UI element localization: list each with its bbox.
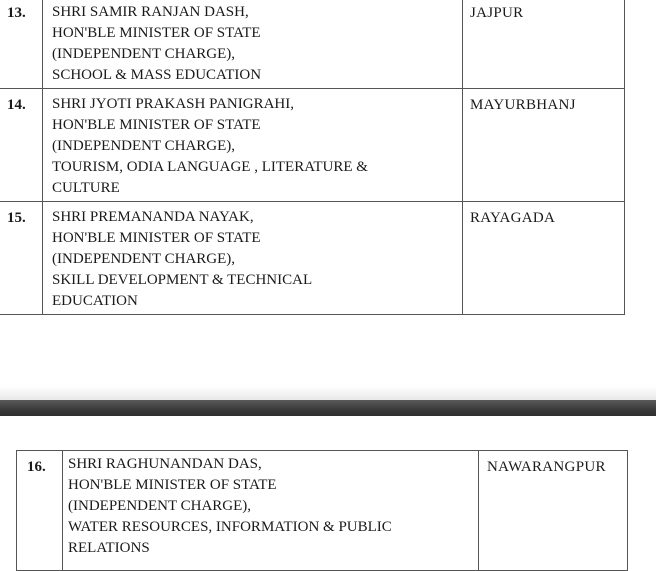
minister-details (43, 89, 463, 202)
district: JAJPUR (463, 0, 625, 89)
minister-portfolio-cont: CULTURE (52, 180, 120, 196)
minister-charge: (INDEPENDENT CHARGE), (52, 46, 236, 62)
minister-portfolio-cont: EDUCATION (52, 293, 138, 309)
minister-title: HON'BLE MINISTER OF STATE (52, 25, 261, 41)
table-row (0, 0, 625, 89)
minister-portfolio: TOURISM, ODIA LANGUAGE , LITERATURE & (52, 159, 368, 175)
table-row (0, 202, 625, 315)
serial-number: 16. (17, 451, 63, 571)
district: RAYAGADA (463, 202, 625, 315)
minister-portfolio-cont: RELATIONS (68, 540, 150, 556)
district: MAYURBHANJ (463, 89, 625, 202)
minister-charge: (INDEPENDENT CHARGE), (52, 138, 236, 154)
minister-details (43, 202, 463, 315)
table-row (0, 89, 625, 202)
minister-title: HON'BLE MINISTER OF STATE (68, 477, 277, 493)
minister-portfolio: SCHOOL & MASS EDUCATION (52, 67, 262, 83)
minister-portfolio: SKILL DEVELOPMENT & TECHNICAL (52, 272, 313, 288)
district: NAWARANGPUR (479, 451, 628, 571)
minister-title: HON'BLE MINISTER OF STATE (52, 230, 261, 246)
serial-number: 14. (0, 89, 43, 202)
minister-portfolio: WATER RESOURCES, INFORMATION & PUBLIC (68, 519, 392, 535)
minister-charge: (INDEPENDENT CHARGE), (52, 251, 236, 267)
minister-charge: (INDEPENDENT CHARGE), (68, 498, 252, 514)
minister-details (43, 0, 463, 89)
table-row (17, 451, 628, 571)
minister-name: SHRI RAGHUNANDAN DAS, (68, 456, 262, 472)
page-break-bar (0, 400, 656, 416)
minister-name: SHRI JYOTI PRAKASH PANIGRAHI, (52, 96, 294, 112)
serial-number: 13. (0, 0, 43, 89)
minister-details (63, 451, 479, 571)
minister-title: HON'BLE MINISTER OF STATE (52, 117, 261, 133)
minister-name: SHRI SAMIR RANJAN DASH, (52, 4, 249, 20)
page-break-shadow (0, 386, 656, 400)
ministers-table-page-2 (16, 450, 628, 571)
serial-number: 15. (0, 202, 43, 315)
minister-name: SHRI PREMANANDA NAYAK, (52, 209, 254, 225)
